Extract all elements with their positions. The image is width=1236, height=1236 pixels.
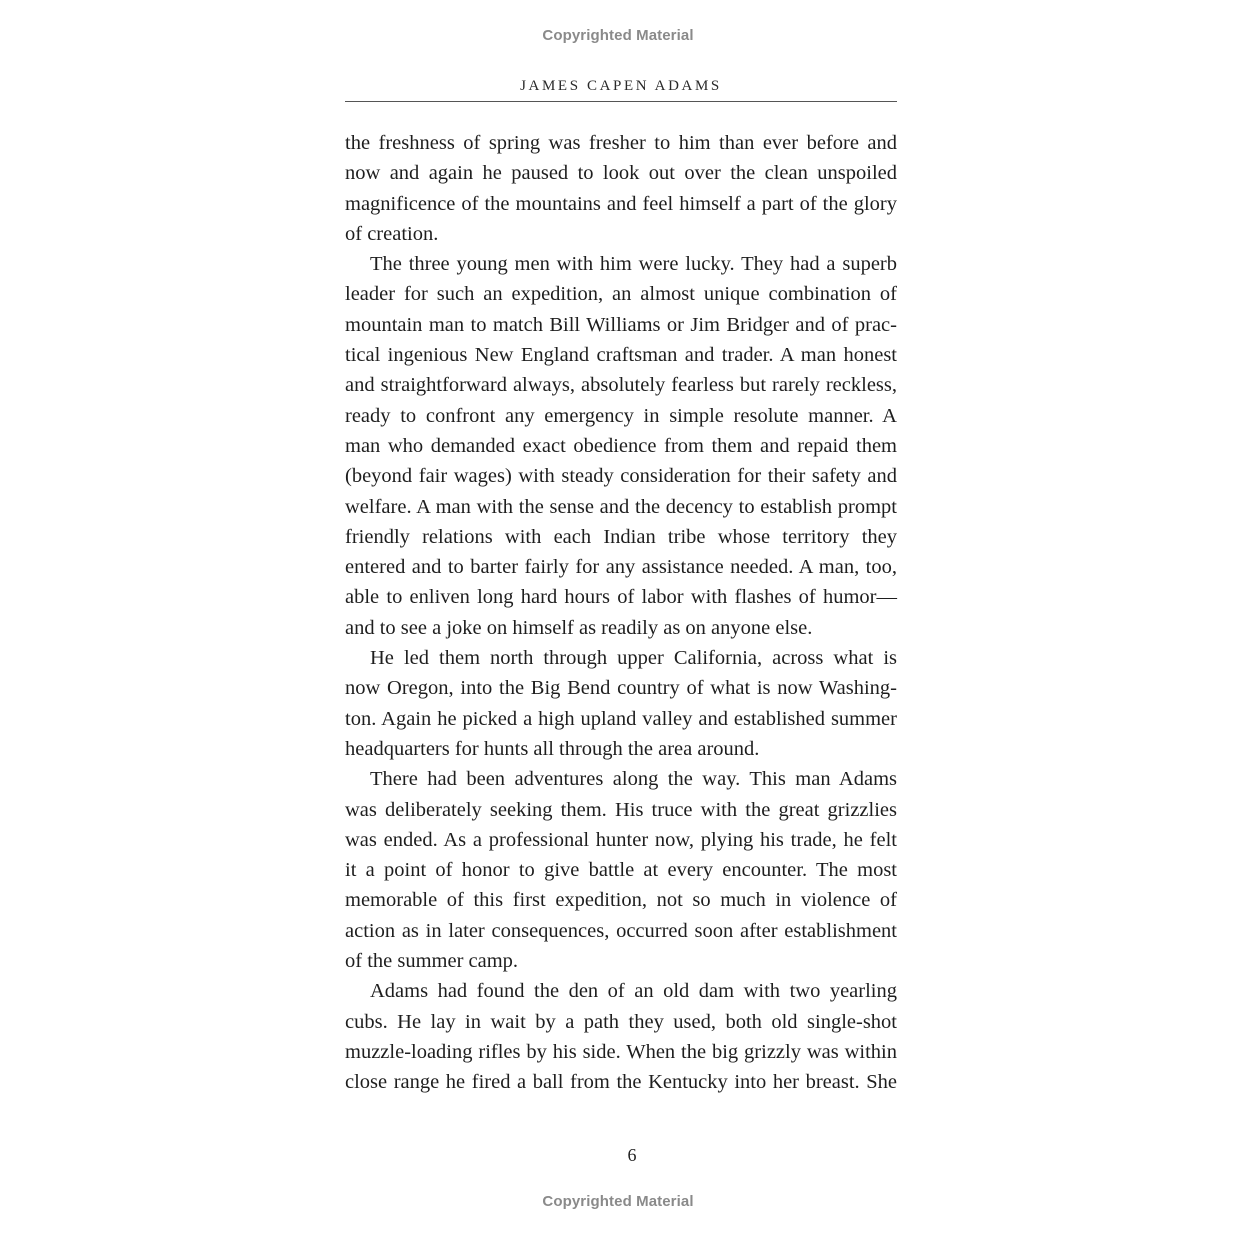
- text-line: was ended. As a professional hunter now, plying his trade, he felt: [345, 828, 897, 851]
- text-line: mountain man to match Bill Williams or Jim Bridger and of prac-: [345, 313, 897, 336]
- text-line: (beyond fair wages) with steady consideration for their safety and: [345, 465, 897, 488]
- text-line: magnificence of the mountains and feel himself a part of the glory: [345, 192, 897, 215]
- text-line: able to enliven long hard hours of labor with flashes of humor—: [345, 586, 897, 609]
- page-number: 6: [627, 1145, 637, 1165]
- text-line: welfare. A man with the sense and the decency to establish prompt: [345, 495, 897, 518]
- copyright-watermark-top: Copyrighted Material: [542, 27, 694, 44]
- paragraph: [345, 643, 897, 764]
- text-line: now and again he paused to look out over the clean unspoiled: [345, 162, 897, 185]
- header-rule: [345, 101, 897, 102]
- body-text: [345, 128, 897, 1098]
- text-line: it a point of honor to give battle at every encounter. The most: [345, 859, 897, 882]
- paragraph: [345, 128, 897, 249]
- text-line: tical ingenious New England craftsman and trader. A man honest: [345, 344, 897, 367]
- text-line: muzzle-loading rifles by his side. When the big grizzly was within: [345, 1040, 897, 1063]
- text-line: and straightforward always, absolutely fearless but rarely reckless,: [345, 374, 897, 397]
- text-line: action as in later consequences, occurred soon after establishment: [345, 919, 897, 942]
- running-head: JAMES CAPEN ADAMS: [520, 78, 722, 94]
- text-line: entered and to barter fairly for any assistance needed. A man, too,: [345, 556, 897, 579]
- text-line: He led them north through upper California, across what is: [370, 647, 897, 670]
- text-line: close range he fired a ball from the Kentucky into her breast. She: [345, 1071, 897, 1094]
- copyright-watermark-bottom: Copyrighted Material: [542, 1193, 694, 1210]
- paragraph: [345, 249, 897, 643]
- text-line: of creation.: [345, 222, 439, 245]
- text-line: friendly relations with each Indian tribe whose territory they: [345, 525, 897, 548]
- text-line: ton. Again he picked a high upland valley and established summer: [345, 707, 897, 730]
- text-line: There had been adventures along the way. This man Adams: [370, 768, 897, 791]
- text-line: Adams had found the den of an old dam with two yearling: [370, 980, 897, 1003]
- text-line: The three young men with him were lucky. They had a superb: [370, 253, 897, 276]
- text-line: now Oregon, into the Big Bend country of what is now Washing-: [345, 677, 897, 700]
- text-line: headquarters for hunts all through the area around.: [345, 737, 760, 760]
- text-line: ready to confront any emergency in simple resolute manner. A: [345, 404, 897, 427]
- text-line: cubs. He lay in wait by a path they used, both old single-shot: [345, 1010, 897, 1033]
- text-line: and to see a joke on himself as readily as on anyone else.: [345, 616, 813, 639]
- text-line: was deliberately seeking them. His truce with the great grizzlies: [345, 798, 897, 821]
- text-line: the freshness of spring was fresher to him than ever before and: [345, 132, 897, 154]
- paragraph: [345, 764, 897, 976]
- text-line: memorable of this first expedition, not so much in violence of: [345, 889, 897, 912]
- text-line: of the summer camp.: [345, 950, 519, 973]
- paragraph: [345, 976, 897, 1097]
- text-line: leader for such an expedition, an almost unique combination of: [345, 283, 897, 306]
- text-line: man who demanded exact obedience from them and repaid them: [345, 434, 897, 457]
